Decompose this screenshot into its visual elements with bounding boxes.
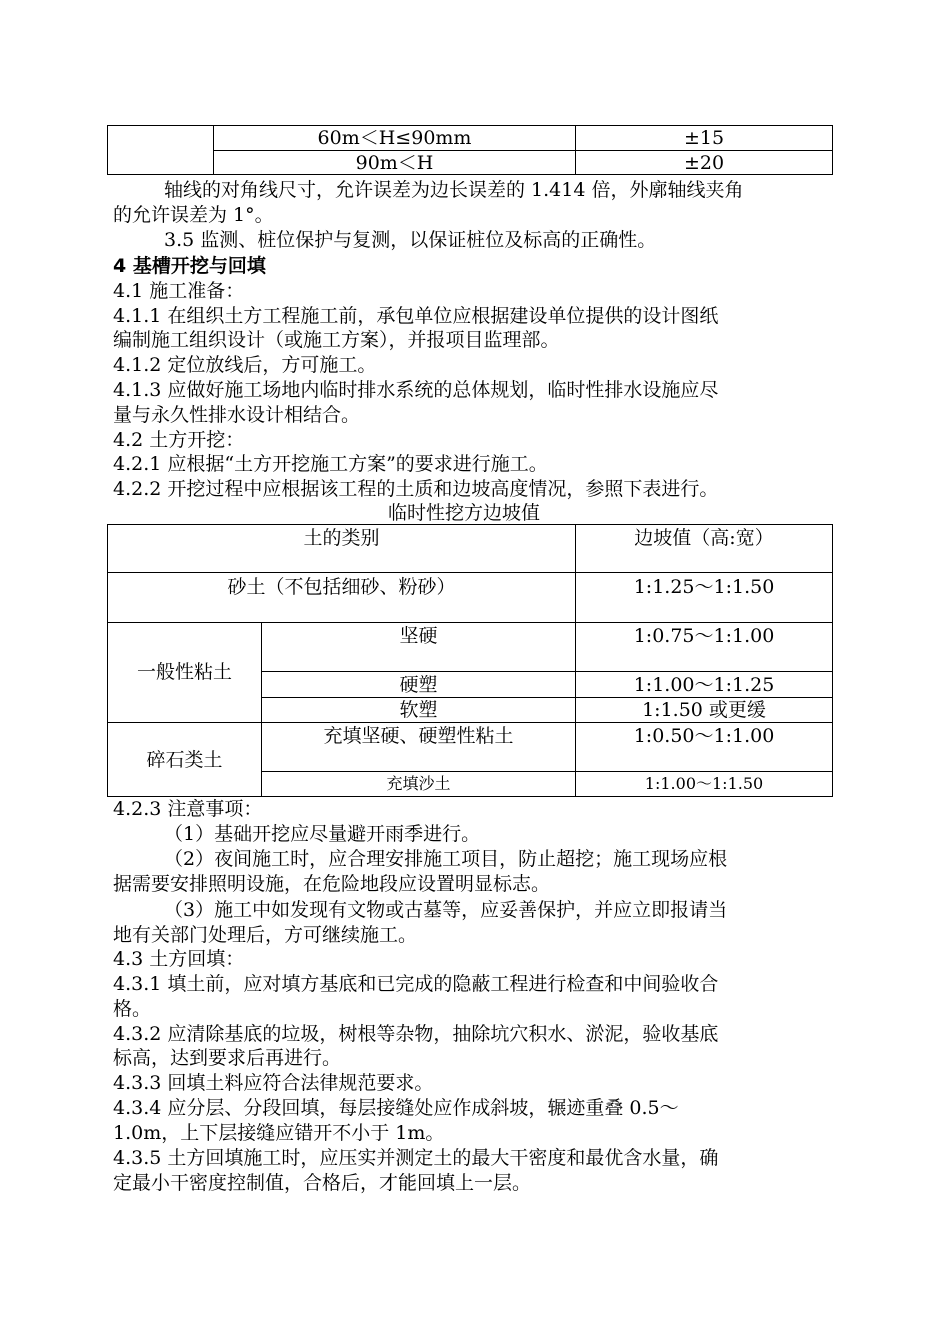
table-cell-slope: 1:0.75～1:1.00 <box>633 625 775 647</box>
section-heading: 4 基槽开挖与回填 <box>113 255 266 277</box>
paragraph-line: 1.0m，上下层接缝应错开不小于 1m。 <box>113 1122 445 1144</box>
table-cell-range: 90m＜H <box>355 152 434 174</box>
table-cell-subtype: 充填沙土 <box>386 774 451 793</box>
paragraph-line: 4.2.2 开挖过程中应根据该工程的土质和边坡高度情况，参照下表进行。 <box>113 478 719 500</box>
paragraph-line: 4.1.1 在组织土方工程施工前，承包单位应根据建设单位提供的设计图纸 <box>113 305 719 327</box>
table-title: 临时性挖方边坡值 <box>388 502 541 524</box>
paragraph-line: 量与永久性排水设计相结合。 <box>113 404 361 426</box>
subsection-heading: 4.1 施工准备： <box>113 280 245 302</box>
paragraph-line: 的允许误差为 1°。 <box>113 204 274 226</box>
table-cell-subtype: 充填坚硬、硬塑性粘土 <box>323 725 514 747</box>
paragraph-line: 标高，达到要求后再进行。 <box>113 1047 342 1069</box>
paragraph-line: 4.3.2 应清除基底的垃圾，树根等杂物，抽除坑穴积水、淤泥，验收基底 <box>113 1023 719 1045</box>
paragraph-line: 格。 <box>113 998 152 1020</box>
table-cell-tolerance: ±15 <box>683 127 725 149</box>
table-cell-soil: 一般性粘土 <box>136 661 232 683</box>
paragraph-line: 定最小干密度控制值，合格后，才能回填上一层。 <box>113 1172 532 1194</box>
table-cell-tolerance: ±20 <box>683 152 725 174</box>
paragraph-line: 4.1.3 应做好施工场地内临时排水系统的总体规划，临时性排水设施应尽 <box>113 379 719 401</box>
paragraph-line: （1）基础开挖应尽量避开雨季进行。 <box>164 823 481 845</box>
paragraph-line: 轴线的对角线尺寸，允许误差为边长误差的 1.414 倍，外廓轴线夹角 <box>164 179 744 201</box>
paragraph-line: 3.5 监测、桩位保护与复测，以保证桩位及标高的正确性。 <box>164 229 657 251</box>
subsection-heading: 4.2 土方开挖： <box>113 429 245 451</box>
table-cell-range: 60m＜H≤90mm <box>317 127 472 149</box>
table-cell-soil: 砂土（不包括细砂、粉砂） <box>227 576 456 598</box>
paragraph-line: 据需要安排照明设施，在危险地段应设置明显标志。 <box>113 873 551 895</box>
table-header-soil: 土的类别 <box>303 527 380 549</box>
table-cell-subtype: 硬塑 <box>399 674 438 696</box>
table-cell-slope: 1:1.25～1:1.50 <box>633 576 775 598</box>
paragraph-line: 4.3.1 填土前，应对填方基底和已完成的隐蔽工程进行检查和中间验收合 <box>113 973 719 995</box>
paragraph-line: 编制施工组织设计（或施工方案），并报项目监理部。 <box>113 329 560 351</box>
table-cell-slope: 1:1.00～1:1.25 <box>633 674 775 696</box>
table-cell-subtype: 坚硬 <box>399 625 438 647</box>
paragraph-line: 4.3.5 土方回填施工时，应压实并测定土的最大干密度和最优含水量，确 <box>113 1147 719 1169</box>
paragraph-line: 4.1.2 定位放线后，方可施工。 <box>113 354 377 376</box>
table-cell-soil: 碎石类土 <box>146 749 223 771</box>
table-cell-slope: 1:0.50～1:1.00 <box>633 725 775 747</box>
subsection-heading: 4.3 土方回填： <box>113 948 245 970</box>
paragraph-line: （2）夜间施工时，应合理安排施工项目，防止超挖；施工现场应根 <box>164 848 728 870</box>
table-cell-slope: 1:1.00～1:1.50 <box>644 774 764 793</box>
table-cell-slope: 1:1.50 或更缓 <box>642 699 766 721</box>
paragraph-line: （3）施工中如发现有文物或古墓等，应妥善保护，并应立即报请当 <box>164 899 728 921</box>
paragraph-line: 4.3.3 回填土料应符合法律规范要求。 <box>113 1072 434 1094</box>
subsection-heading: 4.2.3 注意事项： <box>113 798 263 820</box>
paragraph-line: 4.3.4 应分层、分段回填，每层接缝处应作成斜坡，辗迹重叠 0.5～ <box>113 1097 679 1119</box>
table-cell-subtype: 软塑 <box>399 699 438 721</box>
paragraph-line: 4.2.1 应根据“土方开挖施工方案”的要求进行施工。 <box>113 453 548 475</box>
paragraph-line: 地有关部门处理后，方可继续施工。 <box>113 924 418 946</box>
table-header-slope: 边坡值（高:宽） <box>634 527 774 549</box>
